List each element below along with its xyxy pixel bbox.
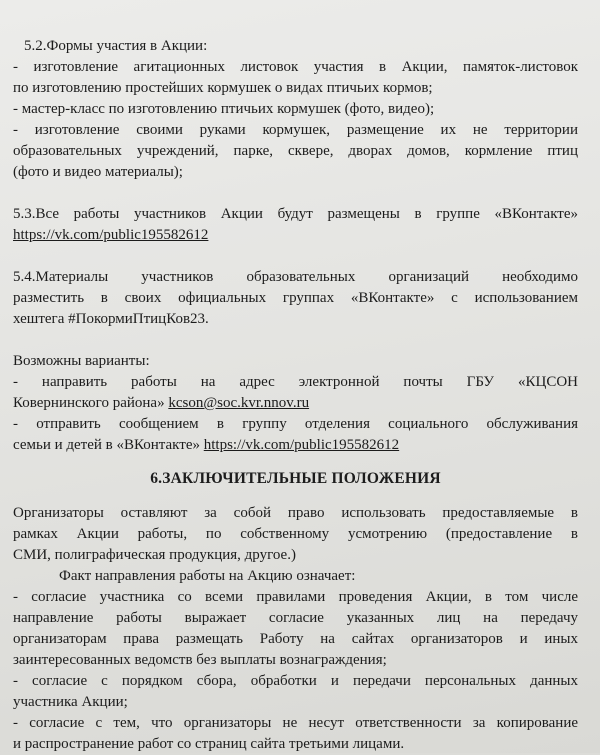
text-line: Организаторы оставляют за собой право использовать предоставляемые в xyxy=(13,505,578,521)
text-line: участника Акции; xyxy=(13,694,128,710)
spacer xyxy=(13,246,578,267)
text-line: по изготовлению простейших кормушек о видах птичьих кормов; xyxy=(13,80,433,96)
section-6-title: 6.ЗАКЛЮЧИТЕЛЬНЫЕ ПОЛОЖЕНИЯ xyxy=(150,470,441,487)
text-line: (фото и видео материалы); xyxy=(13,164,183,180)
text-line: и распространение работ со страниц сайта третьими лицами. xyxy=(13,736,405,752)
text-line: заинтересованных ведомств без выплаты вознаграждения; xyxy=(13,652,387,668)
section-5-2-heading: 5.2.Формы участия в Акции: xyxy=(24,38,208,54)
section-5-3-text: 5.3.Все работы участников Акции будут размещены в группе «ВКонтакте» xyxy=(13,206,578,222)
text-line: хештега #ПокормиПтицКов23. xyxy=(13,311,209,327)
variant-1-org-text: Ковернинского района» xyxy=(13,395,165,411)
text-line: рамках Акции работы, по собственному усмотрению (предоставление в xyxy=(13,526,578,542)
text-line: разместить в своих официальных группах «ВКонтакте» с использованием xyxy=(13,290,578,306)
text-line: - отправить сообщением в группу отделения социального обслуживания xyxy=(13,416,578,432)
text-line: образовательных учреждений, парке, сквере, дворах домов, кормление птиц xyxy=(13,143,578,159)
fact-line: Факт направления работы на Акцию означает: xyxy=(59,568,356,584)
text-line: - согласие с порядком сбора, обработки и передачи персональных данных xyxy=(13,673,578,689)
email-link[interactable]: kcson@soc.kvr.nnov.ru xyxy=(168,395,310,411)
text-line: - изготовление агитационных листовок участия в Акции, памяток-листовок xyxy=(13,59,578,75)
section-5-3-link-line xyxy=(13,225,578,246)
vk-public-link[interactable]: https://vk.com/public195582612 xyxy=(203,437,400,453)
text-line: - направить работы на адрес электронной почты ГБУ «КЦСОН xyxy=(13,374,578,390)
vk-group-link[interactable]: https://vk.com/public195582612 xyxy=(13,227,209,243)
variant-1-line-2 xyxy=(13,393,578,414)
text-line: - согласие участника со всеми правилами проведения Акции, в том числе xyxy=(13,589,578,605)
text-line: - мастер-класс по изготовлению птичьих кормушек (фото, видео); xyxy=(13,101,435,117)
variant-2-text: семьи и детей в «ВКонтакте» xyxy=(13,437,200,453)
text-line: направление работы выражает согласие указанных лиц на передачу xyxy=(13,610,578,626)
text-line: - изготовление своими руками кормушек, размещение их не территории xyxy=(13,122,578,138)
text-line: 5.4.Материалы участников образовательных организаций необходимо xyxy=(13,269,578,285)
text-line: СМИ, полиграфическая продукция, другое.) xyxy=(13,547,296,563)
variant-2-line-2 xyxy=(13,435,578,456)
spacer xyxy=(13,183,578,204)
text-line: - согласие с тем, что организаторы не несут ответственности за копирование xyxy=(13,715,578,731)
spacer xyxy=(13,330,578,351)
text-line: организаторам права размещать Работу на сайтах организаторов и иных xyxy=(13,631,578,647)
variants-heading: Возможны варианты: xyxy=(13,353,150,369)
